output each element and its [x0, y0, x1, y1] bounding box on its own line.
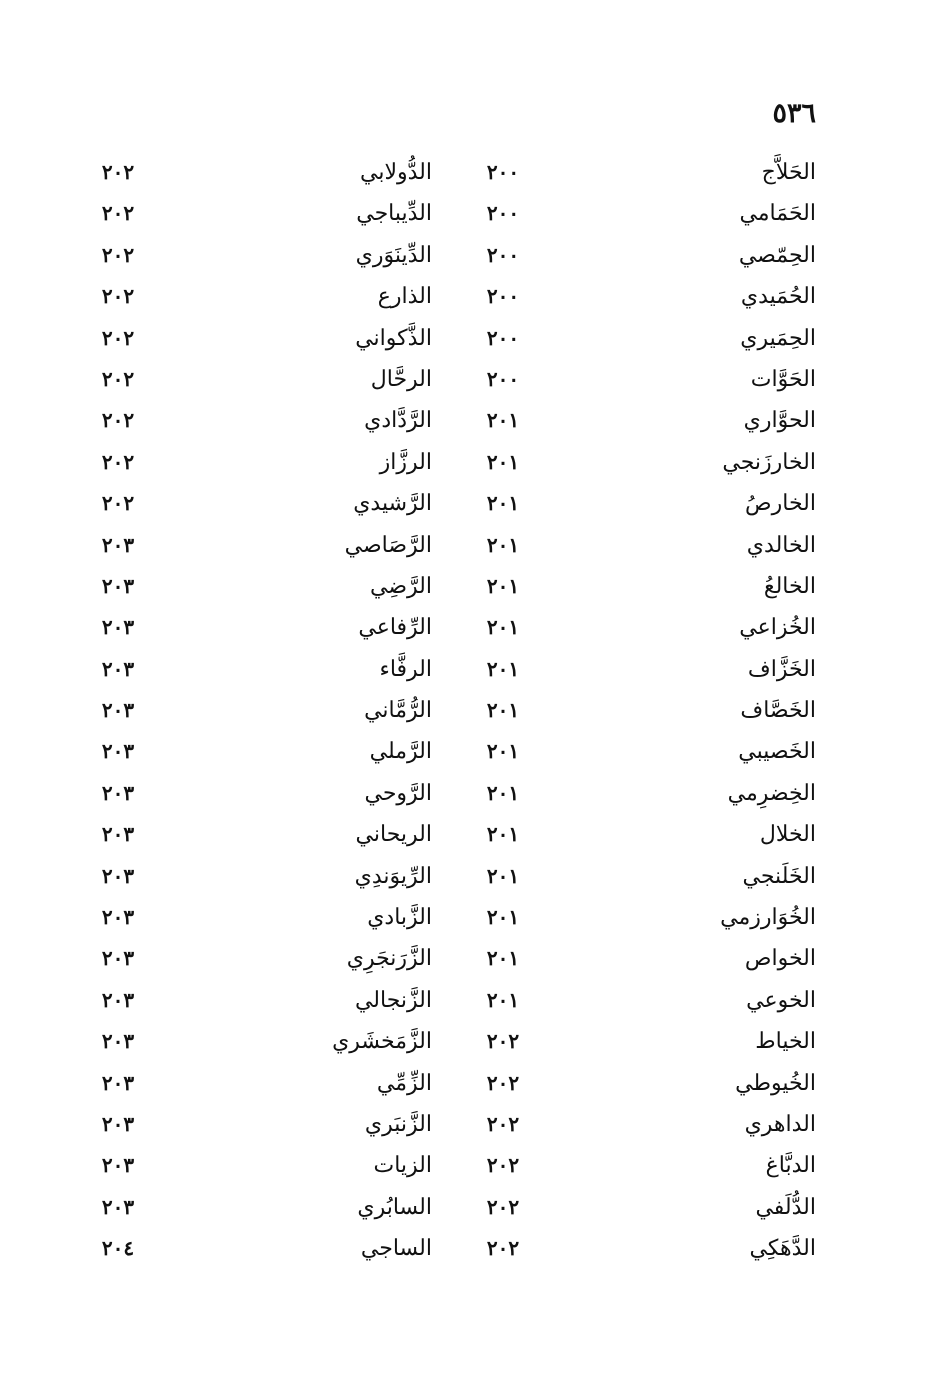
index-row — [0, 442, 934, 483]
index-name-left: الرَّملي — [369, 739, 432, 765]
index-row — [0, 318, 934, 359]
index-row — [0, 773, 934, 814]
index-page-left: ٢٠٣ — [101, 573, 135, 598]
index-page-left: ٢٠٣ — [101, 615, 135, 640]
index-page-right: ٢٠١ — [486, 863, 520, 888]
index-row — [0, 731, 934, 772]
index-name-right: الحِمّصي — [738, 242, 816, 268]
index-row — [0, 897, 934, 938]
index-row — [0, 1228, 934, 1269]
index-name-right: الحِمَيري — [740, 325, 816, 351]
index-name-left: السابُري — [357, 1194, 432, 1220]
index-row — [0, 690, 934, 731]
index-name-left: الرِّيوَندِي — [354, 863, 432, 889]
index-name-left: الذَّكواني — [355, 325, 432, 351]
index-row — [0, 483, 934, 524]
index-name-left: الزَّرَنجَرِي — [346, 946, 432, 972]
index-name-left: الزَّمَخشَري — [332, 1029, 432, 1055]
index-page-right: ٢٠٢ — [486, 1236, 520, 1261]
index-page-left: ٢٠٣ — [101, 946, 135, 971]
index-row — [0, 980, 934, 1021]
index-name-right: الحَوَّات — [750, 366, 816, 392]
index-row — [0, 152, 934, 193]
index-name-left: الذارع — [377, 284, 432, 310]
index-name-left: الرزَّاز — [379, 449, 432, 475]
index-row — [0, 1021, 934, 1062]
index-page-left: ٢٠٢ — [101, 201, 135, 226]
index-row — [0, 359, 934, 400]
index-page-left: ٢٠٢ — [101, 449, 135, 474]
index-page-right: ٢٠٢ — [486, 1194, 520, 1219]
index-name-left: الدُّولابي — [360, 160, 432, 185]
index-name-left: الرَّصَاصي — [344, 532, 432, 558]
index-name-right: الحُمَيدي — [740, 284, 816, 310]
index-name-left: الزَّنبَري — [364, 1111, 432, 1137]
index-page-right: ٢٠٠ — [486, 242, 520, 267]
index-name-right: الخارزَنجي — [722, 449, 816, 475]
index-name-left: الرَّدَّادي — [364, 408, 432, 434]
index-name-right: الخَزَّاف — [747, 656, 816, 682]
index-row — [0, 649, 934, 690]
index-name-left: الزَّنجالي — [354, 987, 432, 1013]
index-name-right: الخواص — [744, 946, 816, 972]
index-page-right: ٢٠١ — [486, 780, 520, 805]
index-page-right: ٢٠٠ — [486, 325, 520, 350]
index-row — [0, 814, 934, 855]
index-name-right: الدبَّاغ — [765, 1153, 816, 1179]
index-page-right: ٢٠١ — [486, 408, 520, 433]
index-page-left: ٢٠٢ — [101, 160, 135, 184]
index-page-right: ٢٠١ — [486, 449, 520, 474]
index-page-left: ٢٠٣ — [101, 1153, 135, 1178]
index-page-left: ٢٠٣ — [101, 905, 135, 930]
index-name-right: الخالعُ — [763, 573, 816, 599]
index-name-right: الخَلَنجي — [742, 863, 816, 889]
index-name-left: الرِّفاعي — [358, 615, 432, 641]
index-page-left: ٢٠٣ — [101, 532, 135, 557]
index-page-right: ٢٠٢ — [486, 1070, 520, 1095]
index-name-left: الدِّينَوَري — [355, 242, 432, 268]
index-page-right: ٢٠١ — [486, 905, 520, 930]
index-table — [0, 152, 934, 1270]
index-name-right: الخُيوطي — [735, 1070, 816, 1096]
index-row — [0, 1187, 934, 1228]
index-page-left: ٢٠٣ — [101, 863, 135, 888]
index-page-left: ٢٠٢ — [101, 242, 135, 267]
index-page-left: ٢٠٢ — [101, 491, 135, 516]
index-name-right: الدُّلَفي — [755, 1194, 816, 1220]
index-name-right: الخُوَارزمي — [720, 905, 816, 931]
index-row — [0, 525, 934, 566]
index-page-left: ٢٠٢ — [101, 284, 135, 309]
index-page-right: ٢٠١ — [486, 987, 520, 1012]
index-name-left: الرَّشيدي — [353, 491, 432, 517]
index-row — [0, 1104, 934, 1145]
index-page-left: ٢٠٣ — [101, 739, 135, 764]
index-name-left: الريحاني — [355, 822, 432, 848]
index-name-left: الزَّبادي — [367, 905, 432, 931]
index-page-left: ٢٠٣ — [101, 656, 135, 681]
index-page-right: ٢٠١ — [486, 822, 520, 847]
index-name-right: الحوَّاري — [743, 408, 816, 434]
index-page-right: ٢٠٢ — [486, 1111, 520, 1136]
index-page-right: ٢٠١ — [486, 532, 520, 557]
index-page-right: ٢٠١ — [486, 615, 520, 640]
index-name-left: الزيات — [373, 1153, 432, 1179]
index-row — [0, 193, 934, 234]
index-page-left: ٢٠٣ — [101, 1029, 135, 1054]
index-row — [0, 1063, 934, 1104]
index-row — [0, 938, 934, 979]
index-page-right: ٢٠٠ — [486, 366, 520, 391]
index-name-left: الدِّيباجي — [356, 201, 432, 227]
index-page-left: ٢٠٢ — [101, 408, 135, 433]
index-page-right: ٢٠٠ — [486, 284, 520, 309]
index-name-right: الخياط — [755, 1029, 816, 1055]
index-row — [0, 400, 934, 441]
index-row — [0, 566, 934, 607]
index-name-left: الرحَّال — [370, 366, 432, 392]
index-page-left: ٢٠٣ — [101, 1070, 135, 1095]
index-name-right: الخَصيبي — [738, 739, 816, 765]
index-name-right: الحَمَامي — [739, 201, 816, 227]
index-name-right: الحَلاَّج — [761, 160, 816, 185]
index-page-left: ٢٠٢ — [101, 366, 135, 391]
index-page-right: ٢٠٠ — [486, 160, 520, 184]
index-page-right: ٢٠١ — [486, 573, 520, 598]
index-name-right: الخَصَّاف — [740, 698, 816, 724]
index-page-left: ٢٠٣ — [101, 987, 135, 1012]
index-page-left: ٢٠٣ — [101, 698, 135, 723]
index-name-right: الخلال — [759, 822, 816, 848]
index-page-left: ٢٠٢ — [101, 325, 135, 350]
index-page-right: ٢٠١ — [486, 739, 520, 764]
index-page-right: ٢٠٢ — [486, 1153, 520, 1178]
index-name-right: الخوعي — [746, 987, 816, 1013]
index-name-left: الرفَّاء — [379, 656, 432, 682]
index-page-right: ٢٠١ — [486, 946, 520, 971]
index-page-right: ٢٠١ — [486, 656, 520, 681]
page-number: ٥٣٦ — [772, 98, 816, 129]
index-name-right: الخالدي — [746, 532, 816, 558]
index-page-left: ٢٠٤ — [101, 1236, 135, 1261]
index-row — [0, 856, 934, 897]
index-name-left: الزِّمِّي — [376, 1070, 432, 1096]
index-page-right: ٢٠٢ — [486, 1029, 520, 1054]
index-row — [0, 235, 934, 276]
index-page-left: ٢٠٣ — [101, 780, 135, 805]
index-name-right: الخُزاعي — [739, 615, 816, 641]
index-name-left: الساجي — [360, 1236, 432, 1262]
index-name-right: الخارصُ — [745, 491, 816, 517]
index-row — [0, 607, 934, 648]
index-name-right: الخِضرِمي — [727, 780, 816, 806]
index-name-right: الدَّهَكِي — [749, 1236, 816, 1262]
index-name-left: الرَّوحي — [364, 780, 432, 806]
index-page-left: ٢٠٣ — [101, 822, 135, 847]
index-name-left: الرَّضِي — [370, 573, 432, 599]
index-page-left: ٢٠٣ — [101, 1111, 135, 1136]
index-page-right: ٢٠٠ — [486, 201, 520, 226]
index-name-left: الرُّمَّاني — [364, 698, 432, 724]
index-page-left: ٢٠٣ — [101, 1194, 135, 1219]
index-page-right: ٢٠١ — [486, 698, 520, 723]
index-name-right: الداهري — [744, 1111, 816, 1137]
index-row — [0, 276, 934, 317]
index-page-right: ٢٠١ — [486, 491, 520, 516]
index-row — [0, 1145, 934, 1186]
